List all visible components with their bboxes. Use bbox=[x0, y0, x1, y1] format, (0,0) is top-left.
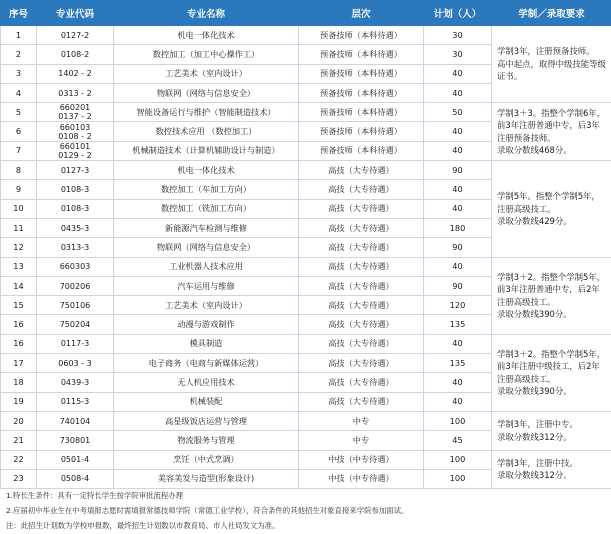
cell-plan: 90 bbox=[424, 238, 492, 257]
cell-no: 19 bbox=[1, 392, 37, 411]
table-row bbox=[1, 411, 611, 430]
cell-no: 14 bbox=[1, 276, 37, 295]
cell-level: 预备技师（本科待遇） bbox=[299, 122, 424, 141]
cell-code: 750204 bbox=[37, 315, 114, 334]
cell-code: 0108-3 bbox=[37, 180, 114, 199]
cell-major: 动漫与游戏制作 bbox=[114, 315, 299, 334]
cell-major: 电子商务（电商与新媒体运营） bbox=[114, 354, 299, 373]
cell-level: 高技（大专待遇） bbox=[299, 218, 424, 237]
cell-no: 12 bbox=[1, 238, 37, 257]
table-row bbox=[1, 103, 611, 122]
cell-plan: 30 bbox=[424, 26, 492, 45]
cell-major: 汽车运用与维修 bbox=[114, 276, 299, 295]
cell-level: 中技（中专待遇） bbox=[299, 450, 424, 469]
cell-level: 预备技师（本科待遇） bbox=[299, 141, 424, 160]
cell-major: 烹饪（中式烹调） bbox=[114, 450, 299, 469]
cell-requirement: 学制5年。指整个学制5年，注册高级技工。 录取分数线429分。 bbox=[492, 161, 611, 257]
cell-requirement: 学制3＋3。指整个学制6年，前3年注册普通中专，后3年注册预备技师。 录取分数线468分。 bbox=[492, 103, 611, 161]
cell-major: 模具制造 bbox=[114, 334, 299, 353]
cell-plan: 50 bbox=[424, 103, 492, 122]
cell-no: 11 bbox=[1, 218, 37, 237]
cell-code: 0127-2 bbox=[37, 26, 114, 45]
cell-plan: 40 bbox=[424, 392, 492, 411]
cell-code-line: 660103 bbox=[59, 122, 91, 132]
cell-level: 高技（大专待遇） bbox=[299, 354, 424, 373]
cell-code: 0603 - 3 bbox=[37, 354, 114, 373]
cell-code: 0435-3 bbox=[37, 218, 114, 237]
cell-code: 0115-3 bbox=[37, 392, 114, 411]
cell-code-line: 0129 - 2 bbox=[58, 150, 92, 160]
cell-no: 10 bbox=[1, 199, 37, 218]
cell-plan: 180 bbox=[424, 218, 492, 237]
cell-code: 740104 bbox=[37, 411, 114, 430]
cell-plan: 40 bbox=[424, 199, 492, 218]
cell-code: 1402 - 2 bbox=[37, 64, 114, 83]
cell-major: 物流服务与管理 bbox=[114, 431, 299, 450]
cell-level: 高技（大专待遇） bbox=[299, 334, 424, 353]
cell-plan: 100 bbox=[424, 450, 492, 469]
cell-level: 中专 bbox=[299, 431, 424, 450]
cell-code-line: 660201 bbox=[59, 103, 91, 113]
cell-requirement: 学制3年，注册中技。 录取分数线312分。 bbox=[492, 450, 611, 489]
cell-level: 高技（大专待遇） bbox=[299, 276, 424, 295]
header-level: 层次 bbox=[299, 1, 424, 26]
cell-code: 0108-3 bbox=[37, 199, 114, 218]
cell-major: 机电一体化技术 bbox=[114, 161, 299, 180]
table-header-row bbox=[1, 1, 611, 26]
cell-major: 数控加工（加工中心操作工） bbox=[114, 45, 299, 64]
cell-no: 4 bbox=[1, 83, 37, 102]
cell-plan: 40 bbox=[424, 257, 492, 276]
cell-major: 数控技术应用 （数控加工） bbox=[114, 122, 299, 141]
cell-no: 16 bbox=[1, 315, 37, 334]
cell-code: 660303 bbox=[37, 257, 114, 276]
cell-level: 预备技师（本科待遇） bbox=[299, 64, 424, 83]
cell-plan: 40 bbox=[424, 180, 492, 199]
cell-plan: 135 bbox=[424, 354, 492, 373]
cell-level: 高技（大专待遇） bbox=[299, 257, 424, 276]
footnote-2: 2.应届初中毕业生在中考填报志愿时需填报常德技师学院（常德工业学校），符合条件的其他招生对象直接来学院参加面试。 bbox=[6, 506, 409, 515]
cell-no: 15 bbox=[1, 296, 37, 315]
header-requirements: 学制／录取要求 bbox=[492, 1, 611, 26]
cell-major: 智能设备运行与维护（智能制造技术） bbox=[114, 103, 299, 122]
cell-code bbox=[37, 141, 114, 160]
cell-plan: 135 bbox=[424, 315, 492, 334]
cell-plan: 30 bbox=[424, 45, 492, 64]
cell-plan: 40 bbox=[424, 122, 492, 141]
cell-no: 18 bbox=[1, 373, 37, 392]
cell-no: 9 bbox=[1, 180, 37, 199]
cell-code: 0108-2 bbox=[37, 45, 114, 64]
cell-major: 工艺美术（室内设计） bbox=[114, 296, 299, 315]
table-body bbox=[1, 26, 611, 489]
cell-requirement: 学制3年，注册预备技师。 高中起点，取得中级技能等级证书。 bbox=[492, 26, 611, 103]
cell-code: 0501-4 bbox=[37, 450, 114, 469]
cell-level: 高技（大专待遇） bbox=[299, 180, 424, 199]
footnotes bbox=[6, 488, 606, 533]
cell-plan: 120 bbox=[424, 296, 492, 315]
cell-no: 16 bbox=[1, 334, 37, 353]
cell-no: 20 bbox=[1, 411, 37, 430]
cell-level: 高技（大专待遇） bbox=[299, 161, 424, 180]
cell-code: 730801 bbox=[37, 431, 114, 450]
cell-plan: 90 bbox=[424, 161, 492, 180]
cell-plan: 100 bbox=[424, 469, 492, 488]
cell-plan: 100 bbox=[424, 411, 492, 430]
cell-level: 预备技师（本科待遇） bbox=[299, 45, 424, 64]
cell-plan: 40 bbox=[424, 64, 492, 83]
cell-level: 高技（大专待遇） bbox=[299, 315, 424, 334]
table-row bbox=[1, 450, 611, 469]
cell-major: 机械装配 bbox=[114, 392, 299, 411]
table-row bbox=[1, 334, 611, 353]
cell-code: 0313 - 2 bbox=[37, 83, 114, 102]
cell-code: 700206 bbox=[37, 276, 114, 295]
cell-no: 17 bbox=[1, 354, 37, 373]
cell-no: 22 bbox=[1, 450, 37, 469]
cell-requirement: 学制3＋2。指整个学制5年，前3年注册普通中专，后2年注册高级技工。 录取分数线390分。 bbox=[492, 257, 611, 334]
cell-major: 物联网（网络与信息安全） bbox=[114, 83, 299, 102]
cell-no: 3 bbox=[1, 64, 37, 83]
cell-major: 机械制造技术（计算机辅助设计与制造） bbox=[114, 141, 299, 160]
cell-code: 0508-4 bbox=[37, 469, 114, 488]
cell-no: 8 bbox=[1, 161, 37, 180]
cell-code: 0117-3 bbox=[37, 334, 114, 353]
cell-plan: 40 bbox=[424, 373, 492, 392]
cell-code-line: 660101 bbox=[59, 141, 91, 151]
cell-level: 预备技师（本科待遇） bbox=[299, 26, 424, 45]
cell-level: 中技（中专待遇） bbox=[299, 469, 424, 488]
cell-level: 高技（大专待遇） bbox=[299, 296, 424, 315]
cell-major: 新能源汽车检测与维修 bbox=[114, 218, 299, 237]
cell-plan: 40 bbox=[424, 334, 492, 353]
cell-no: 6 bbox=[1, 122, 37, 141]
cell-level: 高技（大专待遇） bbox=[299, 373, 424, 392]
footnote-1: 1.特长生条件：具有一定特长学生按学院审批流程办理 bbox=[6, 491, 184, 500]
cell-major: 工业机器人技术应用 bbox=[114, 257, 299, 276]
cell-level: 中专 bbox=[299, 411, 424, 430]
cell-no: 13 bbox=[1, 257, 37, 276]
cell-no: 5 bbox=[1, 103, 37, 122]
cell-level: 高技（大专待遇） bbox=[299, 238, 424, 257]
cell-no: 23 bbox=[1, 469, 37, 488]
cell-code: 0439-3 bbox=[37, 373, 114, 392]
cell-level: 预备技师（本科待遇） bbox=[299, 83, 424, 102]
cell-no: 7 bbox=[1, 141, 37, 160]
cell-requirement: 学制3年，注册中专。 录取分数线312分。 bbox=[492, 411, 611, 450]
cell-plan: 90 bbox=[424, 276, 492, 295]
cell-major: 数控加工（铣加工方向） bbox=[114, 199, 299, 218]
cell-code: 0127-3 bbox=[37, 161, 114, 180]
cell-code bbox=[37, 122, 114, 141]
cell-major: 物联网（网络与信息安全） bbox=[114, 238, 299, 257]
header-plan: 计划（人） bbox=[424, 1, 492, 26]
header-no: 序号 bbox=[1, 1, 37, 26]
cell-no: 21 bbox=[1, 431, 37, 450]
cell-plan: 40 bbox=[424, 141, 492, 160]
cell-level: 高技（大专待遇） bbox=[299, 199, 424, 218]
header-code: 专业代码 bbox=[37, 1, 114, 26]
table-row bbox=[1, 161, 611, 180]
cell-major: 数控加工（车加工方向） bbox=[114, 180, 299, 199]
table-row bbox=[1, 26, 611, 45]
cell-major: 无人机应用技术 bbox=[114, 373, 299, 392]
cell-level: 高技（大专待遇） bbox=[299, 392, 424, 411]
cell-major: 美容美发与造型(形象设计) bbox=[114, 469, 299, 488]
header-major: 专业名称 bbox=[114, 1, 299, 26]
table-row bbox=[1, 257, 611, 276]
cell-code: 0313-3 bbox=[37, 238, 114, 257]
cell-code bbox=[37, 103, 114, 122]
cell-no: 1 bbox=[1, 26, 37, 45]
cell-requirement: 学制3＋2。指整个学制5年，前3年注册中级技工，后2年注册高级技工。 录取分数线390分。 bbox=[492, 334, 611, 411]
cell-major: 机电一体化技术 bbox=[114, 26, 299, 45]
footnote-3: 注：此招生计划数为学校申报数，最终招生计划数以市教育局、市人社局发文为准。 bbox=[6, 521, 280, 530]
cell-code-line: 0137 - 2 bbox=[58, 112, 92, 122]
cell-code-line: 0108 - 2 bbox=[58, 131, 92, 141]
cell-plan: 40 bbox=[424, 83, 492, 102]
cell-major: 工艺美术（室内设计） bbox=[114, 64, 299, 83]
cell-no: 2 bbox=[1, 45, 37, 64]
cell-plan: 45 bbox=[424, 431, 492, 450]
cell-level: 预备技师（本科待遇） bbox=[299, 103, 424, 122]
cell-major: 高星级饭店运营与管理 bbox=[114, 411, 299, 430]
cell-code: 750106 bbox=[37, 296, 114, 315]
